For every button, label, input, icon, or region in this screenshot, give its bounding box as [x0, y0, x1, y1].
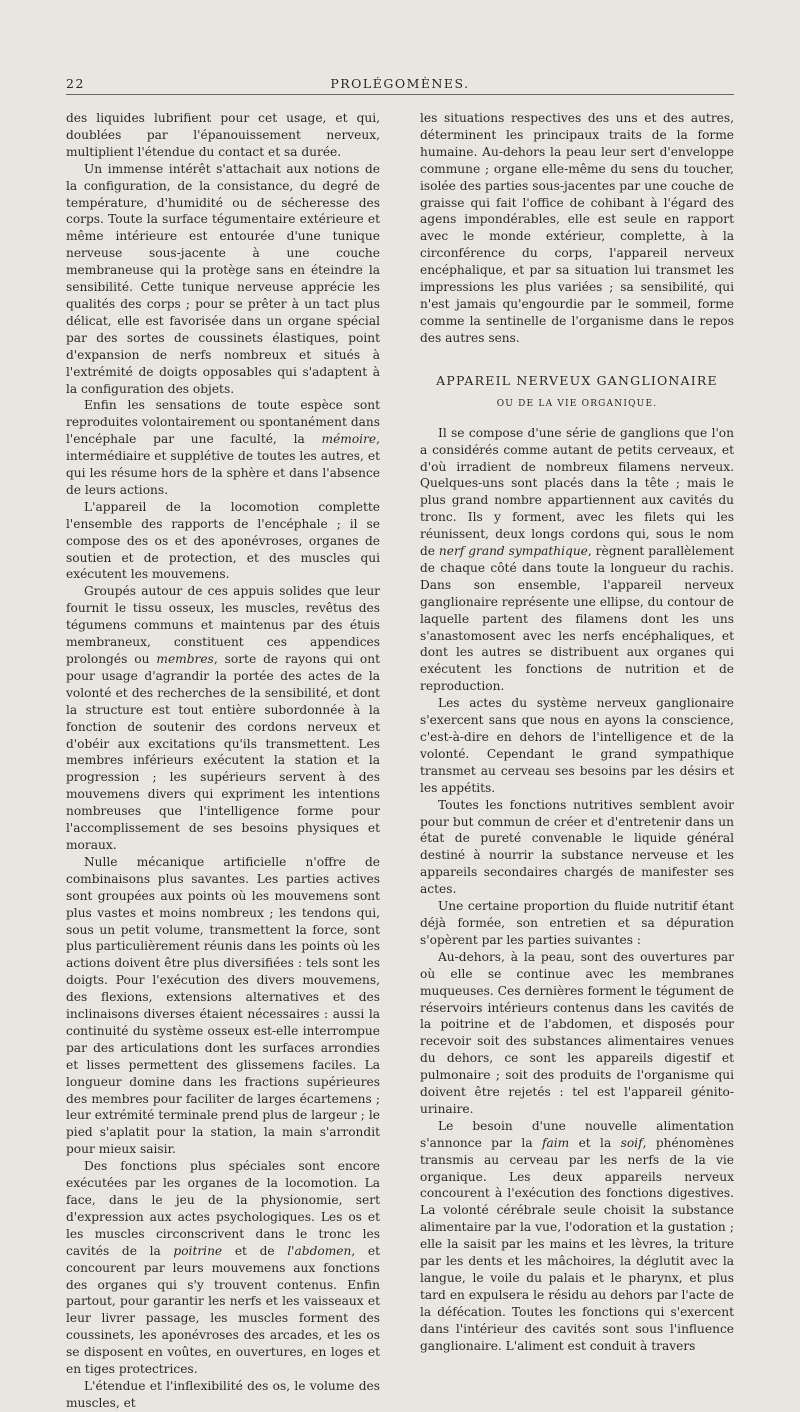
text-run: Le besoin d'une nouvelle alimentation s'annonce par la: [420, 1118, 734, 1150]
italic-term: mémoire: [321, 432, 377, 447]
right-column-top: [420, 110, 734, 347]
text-run: Des fonctions plus spéciales sont encore exécutées par les organes de la locomotion. La face, dans le jeu de la physionomie, sert d'expression aux actes psychologiques. Les os et les muscles circonscrivent dans le tronc les cavités de la: [66, 1159, 380, 1258]
text-run: Groupés autour de ces appuis solides que leur fournit le tissu osseux, les muscles, revêtus des tégumens communs et maintenus par des étuis membraneux, constituent ces appendices prolongés ou: [66, 584, 380, 666]
page-number: 22: [66, 76, 85, 91]
paragraph: [420, 695, 734, 796]
right-column-bottom: [420, 425, 734, 1355]
text-run: Enfin les sensations de toute espèce sont reproduites volontairement ou spontanément dans l'encéphale par une faculté, la: [66, 398, 380, 447]
paragraph: [66, 1158, 380, 1378]
text-run: L'étendue et l'inflexibilité des os, le volume des muscles, et: [66, 1378, 380, 1410]
text-run: , intermédiaire et supplétive de toutes les autres, et qui les résume hors de la sphère et dans l'absence de leurs actions.: [66, 432, 380, 497]
left-column: [66, 110, 380, 1412]
italic-term: soif: [620, 1135, 643, 1150]
paragraph: [66, 1378, 380, 1412]
paragraph: [420, 110, 734, 347]
paragraph: [66, 110, 380, 161]
text-run: et la: [569, 1135, 621, 1150]
text-run: Nulle mécanique artificielle n'offre de combinaisons plus savantes. Les parties actives sont groupées aux points où les mouvemens sont plus vastes et moins nombreux ; les tendons qui, sous un petit volume, transmettent la force, sont plus particulièrement réunis dans les points où les actions doivent être plus diversifiées : tels sont les doigts. Pour l'exécution des divers mouvemens, des flexions, extensions alternatives et des inclinaisons diverses étaient nécessaires : aussi la continuité du système osseux est-elle interrompue par des articulations dont les surfaces arrondies et lisses permettent des glissemens faciles. La longueur domine dans les fractions supérieures des membres pour faciliter de larges écartemens ; leur extrémité terminale prend plus de largeur ; le pied s'aplatit pour la station, la main s'arrondit pour mieux saisir.: [66, 854, 380, 1157]
paragraph: [66, 854, 380, 1158]
italic-term: membres: [156, 652, 214, 666]
text-run: les situations respectives des uns et des autres, déterminent les principaux traits de la forme humaine. Au-dehors la peau leur sert d'enveloppe commune ; organe elle-même du sens du toucher, isolée des parties sous-jacentes par une couche de graisse qui fait l'office de cohibant à l'égard des agens impondérables, elle est seule en rapport avec le monde extérieur, complette, à la circonférence du corps, l'appareil nerveux encéphalique, et par sa situation lui transmet les impressions les plus variées ; sa sensibilité, qui n'est jamais qu'engourdie par le sommeil, forme comme la sentinelle de l'organisme dans le repos des autres sens.: [420, 111, 734, 345]
text-run: L'appareil de la locomotion complette l'ensemble des rapports de l'encéphale ; il se compose des os et des aponévroses, organes de soutien et de protection, et des muscles qui exécutent les mouvemens.: [66, 499, 380, 582]
running-title: PROLÉGOMÈNES.: [330, 76, 470, 91]
text-run: , sorte de rayons qui ont pour usage d'agrandir la portée des actes de la volonté et des recherches de la sensibilité, et dont la structure est tout entière subordonnée à la fonction de soutenir des cordons nerveux et d'obéir aux excitations qu'ils transmettent. Les membres inférieurs exécutent la station et la progression ; les supérieurs servent à des mouvemens divers qui expriment les intentions nombreuses que l'intelligence forme pour l'accomplissement de ses besoins physiques et moraux.: [66, 652, 380, 852]
text-run: des liquides lubrifient pour cet usage, et qui, doublées par l'épanouissement nerveux, multiplient l'étendue du contact et sa durée.: [66, 111, 380, 159]
paragraph: [66, 583, 380, 854]
paragraph: [420, 949, 734, 1118]
paragraph: [420, 425, 734, 696]
paragraph: [66, 161, 380, 398]
paragraph: [66, 397, 380, 498]
text-run: , phénomènes transmis au cerveau par les nerfs de la vie organique. Les deux appareils nerveux concourent à l'exécution des fonctions digestives. La volonté cérébrale seule choisit la substance alimentaire par la vue, l'odoration et la gustation ; elle la saisit par les mains et les lèvres, la triture par les dents et les mâchoires, la déglutit avec la langue, le voile du palais et le pharynx, et plus tard en expulsera le résidu au dehors par l'acte de la défécation. Toutes les fonctions qui s'exercent dans l'intérieur des cavités sont sous l'influence ganglionaire. L'aliment est conduit à travers: [420, 1135, 734, 1353]
text-run: Un immense intérêt s'attachait aux notions de la configuration, de la consistance, du degré de température, d'humidité ou de sécheresse des corps. Toute la surface tégumentaire extérieure et même intérieure est entourée d'une tunique nerveuse sous-jacente à une couche membraneuse qui la protège sans en éteindre la sensibilité. Cette tunique nerveuse apprécie les qualités des corps ; pour se prêter à un tact plus délicat, elle est favorisée dans un organe spécial par des sortes de coussinets élastiques, point d'expansion de nerfs nombreux et situés à l'extrémité de doigts opposables qui s'adaptent à la configuration des objets.: [66, 161, 380, 396]
text-run: Il se compose d'une série de ganglions que l'on a considérés comme autant de petits cerveaux, et d'où irradient de nombreux filamens nerveux. Quelques-uns sont placés dans la tête ; mais le plus grand nombre appartiennent aux cavités du tronc. Ils y forment, avec les filets qui les réunissent, deux longs cordons qui, sous le nom de: [420, 425, 734, 559]
paragraph: [420, 1118, 734, 1355]
text-run: , règnent parallèlement de chaque côté dans toute la longueur du rachis. Dans son ensemble, l'appareil nerveux ganglionaire représente une ellipse, du contour de laquelle partent des filamens dont les uns s'anastomosent avec les nerfs encéphaliques, et dont les autres se distribuent aux organes qui exécutent les fonctions de nutrition et de reproduction.: [420, 544, 735, 694]
italic-term: poitrine: [173, 1243, 223, 1258]
section-subtitle: OU DE LA VIE ORGANIQUE.: [496, 398, 658, 409]
italic-term: faim: [541, 1135, 570, 1150]
paragraph: [66, 499, 380, 584]
text-run: Les actes du système nerveux ganglionaire s'exercent sans que nous en ayons la conscience, c'est-à-dire en dehors de l'intelligence et de la volonté. Cependant le grand sympathique transmet au cerveau ses besoins par les désirs et les appétits.: [420, 696, 734, 795]
text-run: , et concourent par leurs mouvemens aux fonctions des organes qui s'y trouvent contenus. Enfin partout, pour garantir les nerfs et les vaisseaux et leur livrer passage, les muscles forment des coussinets, les aponévroses des arcades, et les os se disposent en voûtes, en ouvertures, en loges et en tiges protectrices.: [66, 1243, 381, 1377]
section-title: APPAREIL NERVEUX GANGLIONAIRE: [436, 372, 718, 388]
italic-term: nerf grand sympathique: [438, 544, 588, 559]
text-run: Toutes les fonctions nutritives semblent avoir pour but commun de créer et d'entretenir dans un état de pureté convenable le liquide général destiné à nourrir la substance nerveuse et les appareils secondaires chargés de manifester ses actes.: [420, 797, 734, 897]
header-rule: [66, 94, 734, 95]
text-run: Au-dehors, à la peau, sont des ouvertures par où elle se continue avec les membranes muqueuses. Ces dernières forment le tégument de réservoirs intérieurs contenus dans les cavités de la poitrine et de l'abdomen, et disposés pour recevoir soit des substances alimentaires venues du dehors, ce sont les appareils digestif et pulmonaire ; soit des produits de l'organisme qui doivent être rejetés : tel est l'appareil génito-urinaire.: [420, 949, 734, 1116]
text-run: et de: [222, 1243, 288, 1258]
right-column: [420, 110, 734, 1355]
paragraph: [420, 898, 734, 949]
paragraph: [420, 797, 734, 898]
page-header: [66, 76, 734, 96]
text-run: Une certaine proportion du fluide nutritif étant déjà formée, son entretien et sa dépuration s'opèrent par les parties suivantes :: [420, 899, 734, 947]
italic-term: l'abdomen: [287, 1243, 352, 1258]
